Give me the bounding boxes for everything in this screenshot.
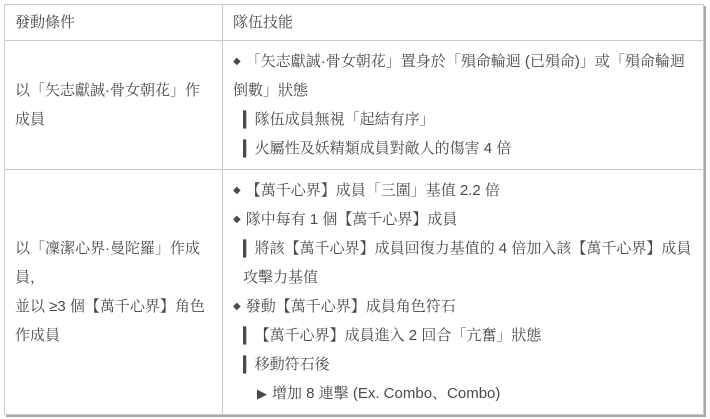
skill-text: 「矢志獻誠·骨女朝花」置身於「殞命輪迴 (已殞命)」或「殞命輪迴倒數」狀態 (233, 53, 685, 99)
condition-cell-row2 (5, 170, 223, 415)
table-row (5, 170, 704, 415)
diamond-bullet-icon: ◆ (233, 56, 241, 67)
skill-text: 移動符石後 (254, 356, 330, 373)
skill-line (233, 234, 693, 292)
condition-text: 並以 ≥3 個【萬千心界】角色作成員 (15, 298, 205, 344)
skills-cell-row1 (223, 41, 704, 170)
skill-text: 發動【萬千心界】成員角色符石 (245, 298, 456, 315)
skill-line (233, 105, 693, 134)
diamond-bullet-icon: ◆ (233, 214, 241, 225)
skill-line (233, 134, 693, 163)
skill-text: 增加 8 連擊 (Ex. Combo、Combo) (272, 385, 501, 402)
condition-text: 以「矢志獻誠·骨女朝花」作成員 (15, 82, 200, 128)
skill-text: 將該【萬千心界】成員回復力基值的 4 倍加入該【萬千心界】成員攻擊力基值 (243, 240, 692, 286)
condition-text: 以「凜潔心界·曼陀羅」作成員， (15, 240, 200, 286)
team-skill-table (4, 4, 704, 415)
skill-line (233, 350, 693, 379)
skill-text: 隊中每有 1 個【萬千心界】成員 (245, 211, 458, 228)
header-row (5, 5, 704, 41)
bar-bullet-icon: ▌ (243, 240, 250, 257)
skill-text: 隊伍成員無視「起結有序」 (254, 111, 435, 128)
arrow-bullet-icon: ▶ (257, 386, 267, 401)
skill-text: 【萬千心界】成員「三圍」基值 2.2 倍 (245, 182, 500, 199)
skill-line (233, 47, 693, 105)
bar-bullet-icon: ▌ (243, 140, 250, 157)
skill-line (233, 379, 693, 408)
skill-text: 【萬千心界】成員進入 2 回合「亢奮」狀態 (254, 327, 542, 344)
bar-bullet-icon: ▌ (243, 327, 250, 344)
skill-table-wrapper (4, 4, 705, 415)
skills-cell-row2 (223, 170, 704, 415)
diamond-bullet-icon: ◆ (233, 185, 241, 196)
header-trigger-condition: 發動條件 (5, 5, 223, 41)
header-team-skill: 隊伍技能 (223, 5, 704, 41)
diamond-bullet-icon: ◆ (233, 301, 241, 312)
skill-text: 火屬性及妖精類成員對敵人的傷害 4 倍 (254, 140, 512, 157)
bar-bullet-icon: ▌ (243, 111, 250, 128)
table-row (5, 41, 704, 170)
bar-bullet-icon: ▌ (243, 356, 250, 373)
skill-line (233, 292, 693, 321)
skill-line (233, 321, 693, 350)
condition-cell-row1 (5, 41, 223, 170)
skill-line (233, 205, 693, 234)
skill-line (233, 176, 693, 205)
